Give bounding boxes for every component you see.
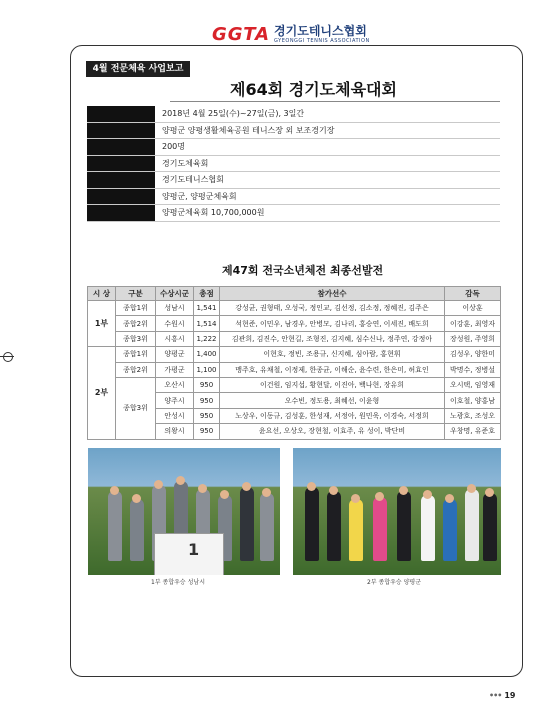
info-value: 2018년 4월 25일(수)~27일(금), 3일간	[162, 109, 305, 118]
players-cell: 노상우, 이동규, 김성훈, 한성재, 서정아, 원민욱, 이경숙, 서정희	[220, 408, 445, 423]
logo-korean-name: 경기도테니스협회	[274, 23, 367, 38]
photo-caption-right: 2부 종합우승 양평군	[367, 579, 422, 586]
city-cell: 시흥시	[156, 331, 194, 346]
players-cell: 오수빈, 정도용, 최혜선, 이윤형	[220, 393, 445, 408]
info-row	[87, 172, 500, 189]
players-cell: 이건원, 임지섭, 황현달, 이진아, 백나현, 장유희	[220, 377, 445, 392]
players-cell: 윤요선, 오상오, 장현철, 이효주, 유 성이, 박단비	[220, 424, 445, 439]
page-dots: •••	[489, 691, 502, 700]
table-row	[88, 377, 501, 392]
coach-cell: 오시택, 임영재	[445, 377, 501, 392]
info-row	[87, 106, 500, 123]
table-row	[88, 331, 501, 346]
score-cell: 1,100	[194, 362, 220, 377]
logo-english-name: GYEONGGI TENNIS ASSOCIATION	[274, 37, 370, 44]
city-cell: 성남시	[156, 301, 194, 316]
division-cell: 2부	[88, 347, 116, 439]
players-cell: 맹주호, 유채철, 이정제, 한종균, 이해순, 윤수련, 한은미, 허효인	[220, 362, 445, 377]
score-cell: 1,514	[194, 316, 220, 331]
table-row	[88, 362, 501, 377]
city-cell: 오산시	[156, 377, 194, 392]
info-row	[87, 123, 500, 140]
table-row	[88, 301, 501, 316]
column-header: 감독	[445, 287, 501, 301]
results-table	[87, 286, 501, 440]
info-row	[87, 205, 500, 222]
info-value: 경기도테니스협회	[162, 175, 224, 184]
city-cell: 가평군	[156, 362, 194, 377]
column-header: 참가선수	[220, 287, 445, 301]
coach-cell: 우창명, 유준호	[445, 424, 501, 439]
city-cell: 양주시	[156, 393, 194, 408]
info-value: 200명	[162, 142, 185, 151]
association-logo	[212, 22, 370, 46]
coach-cell: 김성우, 양한미	[445, 347, 501, 362]
info-label-block	[87, 189, 155, 205]
city-cell: 안성시	[156, 408, 194, 423]
info-label-block	[87, 172, 155, 188]
players-cell: 이현호, 정빈, 조용규, 신지혜, 심아람, 홍현휘	[220, 347, 445, 362]
info-value: 경기도체육회	[162, 158, 209, 168]
info-value: 양평군 양평생활체육공원 테니스장 외 보조경기장	[162, 125, 335, 135]
info-row	[87, 156, 500, 173]
city-cell: 수원시	[156, 316, 194, 331]
section-tag: 4월 전문체육 사업보고	[86, 61, 190, 77]
crop-mark	[0, 350, 14, 364]
column-header: 시 상	[88, 287, 116, 301]
page-title: 제64회 경기도체육대회	[230, 80, 397, 99]
info-value: 양평군체육회 10,700,000원	[162, 208, 265, 217]
rank-cell: 종합2위	[116, 316, 156, 331]
coach-cell: 박명수, 정병설	[445, 362, 501, 377]
table-row	[88, 316, 501, 331]
city-cell: 의왕시	[156, 424, 194, 439]
results-title: 제47회 전국소년체전 최종선발전	[222, 264, 384, 277]
info-row	[87, 139, 500, 156]
column-header: 총점	[194, 287, 220, 301]
table-header-row	[88, 287, 501, 301]
photo-caption-left: 1부 종합우승 성남시	[151, 579, 206, 586]
score-cell: 950	[194, 393, 220, 408]
logo-mark: GGTA	[212, 23, 271, 45]
photo-division2-winners	[293, 448, 501, 575]
score-cell: 1,222	[194, 331, 220, 346]
event-info-table	[87, 106, 500, 222]
info-label-block	[87, 205, 155, 221]
info-label-block	[87, 139, 155, 155]
info-row	[87, 189, 500, 206]
players-cell: 석현준, 이민우, 남경우, 안병모, 김나리, 홍승연, 이세진, 배도희	[220, 316, 445, 331]
score-cell: 1,400	[194, 347, 220, 362]
rank-cell: 종합3위	[116, 331, 156, 346]
rank-cell: 종합2위	[116, 362, 156, 377]
coach-cell: 이강훈, 최영자	[445, 316, 501, 331]
score-cell: 950	[194, 408, 220, 423]
page-number	[489, 691, 515, 700]
column-header: 구분	[116, 287, 156, 301]
info-value: 양평군, 양평군체육회	[162, 191, 237, 201]
rank-cell: 종합1위	[116, 301, 156, 316]
division-cell: 1부	[88, 301, 116, 347]
coach-cell: 이상훈	[445, 301, 501, 316]
city-cell: 양평군	[156, 347, 194, 362]
score-cell: 1,541	[194, 301, 220, 316]
score-cell: 950	[194, 424, 220, 439]
table-row	[88, 347, 501, 362]
column-header: 수상시군	[156, 287, 194, 301]
info-label-block	[87, 123, 155, 139]
players-cell: 김관희, 김진수, 안현길, 조형진, 김지혜, 심수신나, 정주연, 강정아	[220, 331, 445, 346]
rank-cell: 종합1위	[116, 347, 156, 362]
coach-cell: 노광호, 조성오	[445, 408, 501, 423]
photo-division1-winners	[88, 448, 280, 575]
title-divider	[170, 101, 500, 102]
rank-cell: 종합3위	[116, 377, 156, 439]
podium-number: 1	[188, 540, 200, 559]
coach-cell: 장성원, 주영희	[445, 331, 501, 346]
info-label-block	[87, 106, 155, 122]
page-number-value: 19	[504, 691, 516, 700]
players-cell: 강성균, 권형태, 오성국, 정인교, 김선정, 김소정, 정혜진, 김주은	[220, 301, 445, 316]
info-label-block	[87, 156, 155, 172]
coach-cell: 이호철, 양홍남	[445, 393, 501, 408]
score-cell: 950	[194, 377, 220, 392]
